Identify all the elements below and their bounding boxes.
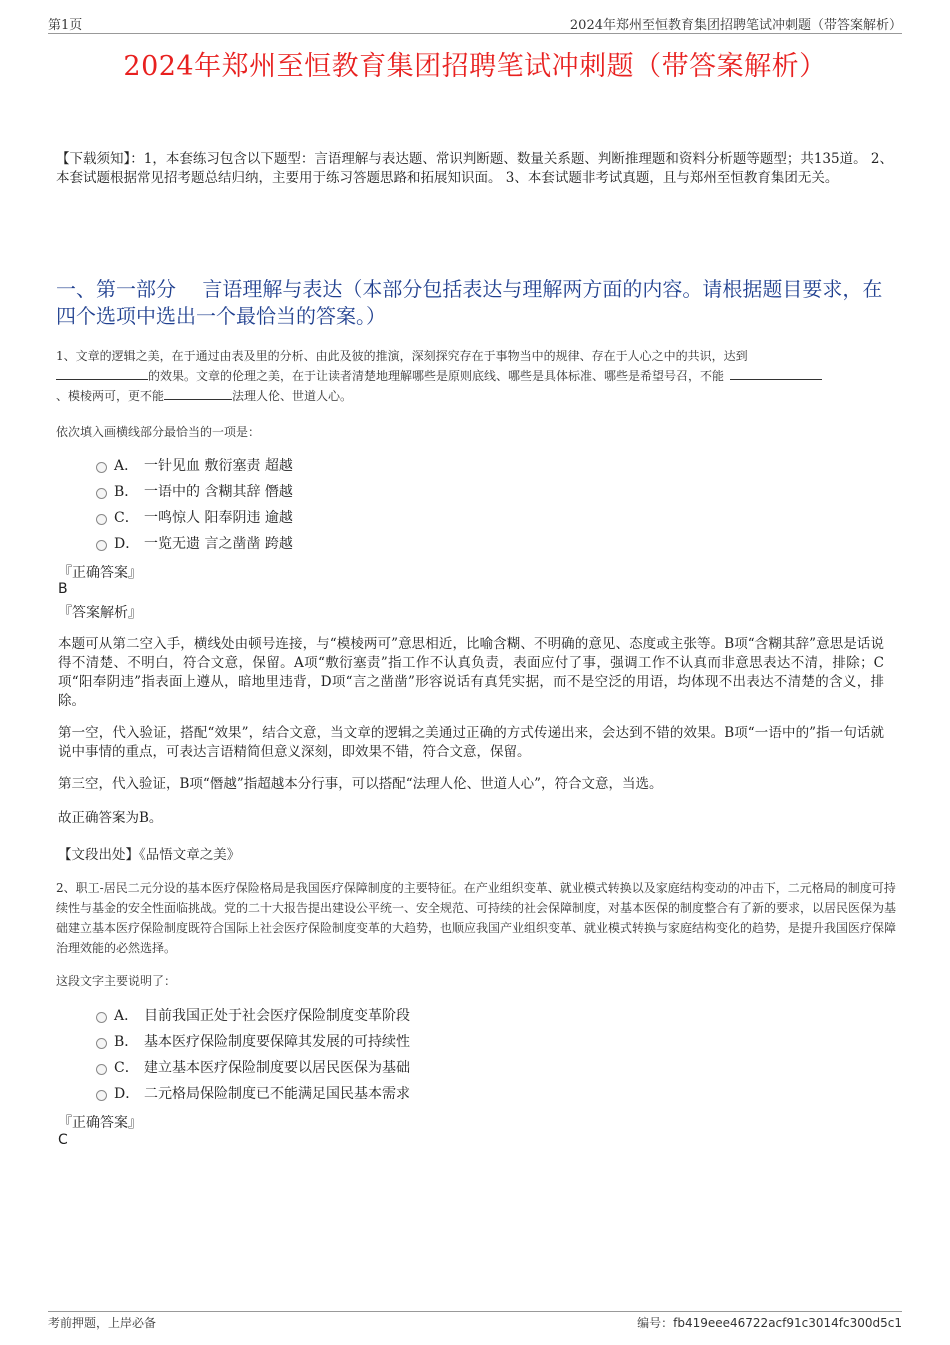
footer-serial-code: fb419eee46722acf91c3014fc300d5c1 — [673, 1316, 902, 1330]
question-1-answer-label: 『正确答案』 — [58, 565, 142, 581]
header-divider — [48, 33, 902, 34]
question-1-source: 【文段出处】《品悟文章之美》 — [58, 847, 241, 863]
question-2-text: 2、职工-居民二元分设的基本医疗保险格局是我国医疗保障制度的主要特征。在产业组织变革、就业模式转换以及家庭结构变动的冲击下，二元格局的制度可持续性与基金的安全性面临挑战。党的二十大报告提出建设公平统一、安全规范、可持续的社会保障制度，对基本医保的制度整合有了新的要求，以居民医保为基础建立基本医疗保险制度既符合国际上社会医疗保险制度变革的大趋势，也顺应我国产业组织变革、就业模式转换与家庭结构变化的趋势，是提升我国医疗保障治理效能的必然选择。 — [56, 881, 897, 955]
option-letter: A． — [114, 458, 139, 474]
question-1-prompt: 依次填入画横线部分最恰当的一项是： — [56, 425, 261, 439]
question-1-text-part-b: 的效果。文章的伦理之美，在于让读者清楚地理解哪些是原则底线、哪些是具体标准、哪些是希望号召，不能 — [148, 369, 725, 383]
blank-3 — [164, 386, 232, 400]
radio-icon[interactable] — [96, 540, 107, 551]
question-2-answer-label: 『正确答案』 — [58, 1115, 142, 1131]
option-letter: B． — [114, 484, 139, 500]
page-title: 2024年郑州至恒教育集团招聘笔试冲刺题（带答案解析） — [123, 51, 827, 82]
blank-1 — [56, 366, 148, 380]
radio-icon[interactable] — [96, 514, 107, 525]
option-text: 基本医疗保险制度要保障其发展的可持续性 — [144, 1034, 410, 1050]
header-page-number: 第1页 — [48, 18, 83, 33]
option-text: 目前我国正处于社会医疗保险制度变革阶段 — [144, 1008, 410, 1024]
blank-2 — [730, 366, 822, 380]
option-letter: A． — [114, 1008, 139, 1024]
option-letter: C． — [114, 1060, 139, 1076]
footer-serial — [637, 1314, 902, 1331]
option-text: 一语中的 含糊其辞 僭越 — [144, 484, 293, 500]
section-title: 一、第一部分 言语理解与表达（本部分包括表达与理解两方面的内容。请根据题目要求，在四个选项中选出一个最恰当的答案。） — [56, 277, 883, 328]
question-1-analysis-paragraph: 故正确答案为B。 — [58, 810, 163, 826]
option-text: 一鸣惊人 阳奉阴违 逾越 — [144, 510, 293, 526]
question-1-analysis-paragraph: 第三空，代入验证，B项“僭越”指超越本分行事，可以搭配“法理人伦、世道人心”，符合文意，当选。 — [58, 776, 663, 792]
option-letter: D． — [114, 1086, 140, 1102]
question-1-text — [56, 346, 898, 406]
option-text: 二元格局保险制度已不能满足国民基本需求 — [144, 1086, 410, 1102]
question-2-prompt: 这段文字主要说明了： — [56, 974, 177, 988]
footer-divider — [48, 1311, 902, 1312]
footer-serial-label: 编号： — [637, 1316, 674, 1330]
option-letter: D． — [114, 536, 140, 552]
option-letter: B． — [114, 1034, 139, 1050]
radio-icon[interactable] — [96, 1038, 107, 1049]
option-text: 一针见血 敷衍塞责 超越 — [144, 458, 293, 474]
radio-icon[interactable] — [96, 1090, 107, 1101]
footer-slogan: 考前押题，上岸必备 — [48, 1316, 157, 1330]
option-text: 一览无遗 言之凿凿 跨越 — [144, 536, 293, 552]
radio-icon[interactable] — [96, 462, 107, 473]
question-1-analysis-paragraph: 第一空，代入验证，搭配“效果”，结合文意，当文章的逻辑之美通过正确的方式传递出来，会达到不错的效果。B项“一语中的”指一句话就说中事情的重点，可表达言语精简但意义深刻，即效果不错，符合文意，保留。 — [58, 725, 884, 760]
header-doc-title: 2024年郑州至恒教育集团招聘笔试冲刺题（带答案解析） — [569, 18, 902, 33]
radio-icon[interactable] — [96, 1012, 107, 1023]
question-2-answer: C — [58, 1132, 68, 1148]
download-notice: 【下载须知】：1，本套练习包含以下题型：言语理解与表达题、常识判断题、数量关系题、判断推理题和资料分析题等题型；共135道。 2、本套试题根据常见招考题总结归纳，主要用于练习答题思路和拓展知识面。 3、本套试题非考试真题，且与郑州至恒教育集团无关。 — [56, 151, 893, 186]
radio-icon[interactable] — [96, 488, 107, 499]
question-1-text-part-a: 1、文章的逻辑之美，在于通过由表及里的分析、由此及彼的推演，深刻探究存在于事物当中的规律、存在于人心之中的共识，达到 — [56, 349, 748, 363]
option-text: 建立基本医疗保险制度要以居民医保为基础 — [144, 1060, 410, 1076]
question-1-answer: B — [58, 581, 68, 597]
question-1-analysis-label: 『答案解析』 — [58, 605, 142, 621]
question-1-text-part-d: 法理人伦、世道人心。 — [232, 389, 353, 403]
option-letter: C． — [114, 510, 139, 526]
question-1-analysis-paragraph: 本题可从第二空入手，横线处由顿号连接，与“模棱两可”意思相近，比喻含糊、不明确的意见、态度或主张等。B项“含糊其辞”意思是话说得不清楚、不明白，符合文意，保留。A项“敷衍塞责”指工作不认真负责，表面应付了事，强调工作不认真而非意思表达不清，排除；C项“阳奉阴违”指表面上遵从，暗地里违背，D项“言之凿凿”形容说话有真凭实据，而不是空泛的用语，均体现不出表达不清楚的含义，排除。 — [58, 636, 884, 709]
radio-icon[interactable] — [96, 1064, 107, 1075]
question-1-text-part-c: 、模棱两可，更不能 — [56, 389, 165, 403]
